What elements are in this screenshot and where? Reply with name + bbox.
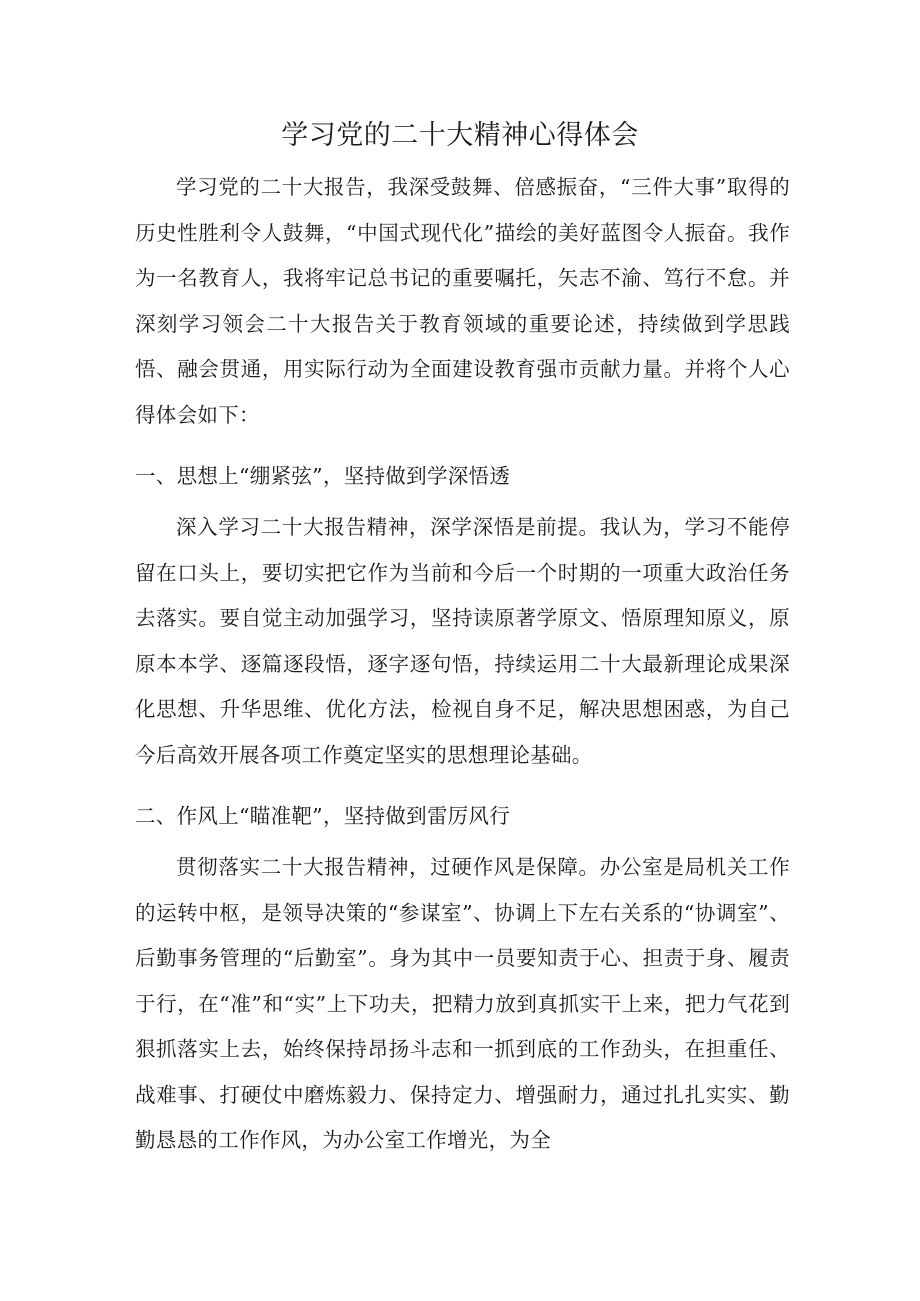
section-heading-2: 二、作风上“瞄准靶”，坚持做到雷厉风行 — [135, 804, 511, 828]
section-body-1: 深入学习二十大报告精神，深学深悟是前提。我认为，学习不能停留在口头上，要切实把它作为当前和今后一个时期的一项重大政治任务去落实。要自觉主动加强学习，坚持读原著学原文、悟原理知原义，原原本本学、逐篇逐段悟，逐字逐句悟，持续运用二十大最新理论成果深化思想、升华思维、优化方法，检视自身不足，解决思想困惑，为自己今后高效开展各项工作奠定坚实的思想理论基础。 — [135, 515, 790, 767]
document-title: 学习党的二十大精神心得体会 — [281, 120, 639, 151]
intro-paragraph: 学习党的二十大报告，我深受鼓舞、倍感振奋，“三件大事”取得的历史性胜利令人鼓舞，“中国式现代化”描绘的美好蓝图令人振奋。我作为一名教育人，我将牢记总书记的重要嘱托，矢志不渝、笃行不怠。并深刻学习领会二十大报告关于教育领域的重要论述，持续做到学思践悟、融会贯通，用实际行动为全面建设教育强市贡献力量。并将个人心得体会如下： — [135, 175, 790, 427]
section-heading-1: 一、思想上“绷紧弦”，坚持做到学深悟透 — [135, 464, 511, 488]
section-body-2: 贯彻落实二十大报告精神，过硬作风是保障。办公室是局机关工作的运转中枢，是领导决策的“参谋室”、协调上下左右关系的“协调室”、后勤事务管理的“后勤室”。身为其中一员要知责于心、担责于身、履责于行，在“准”和“实”上下功夫，把精力放到真抓实干上来，把力气花到狠抓落实上去，始终保持昂扬斗志和一抓到底的工作劲头，在担重任、战难事、打硬仗中磨炼毅力、保持定力、增强耐力，通过扎扎实实、勤勤恳恳的工作作风，为办公室工作增光，为全 — [135, 855, 790, 1152]
